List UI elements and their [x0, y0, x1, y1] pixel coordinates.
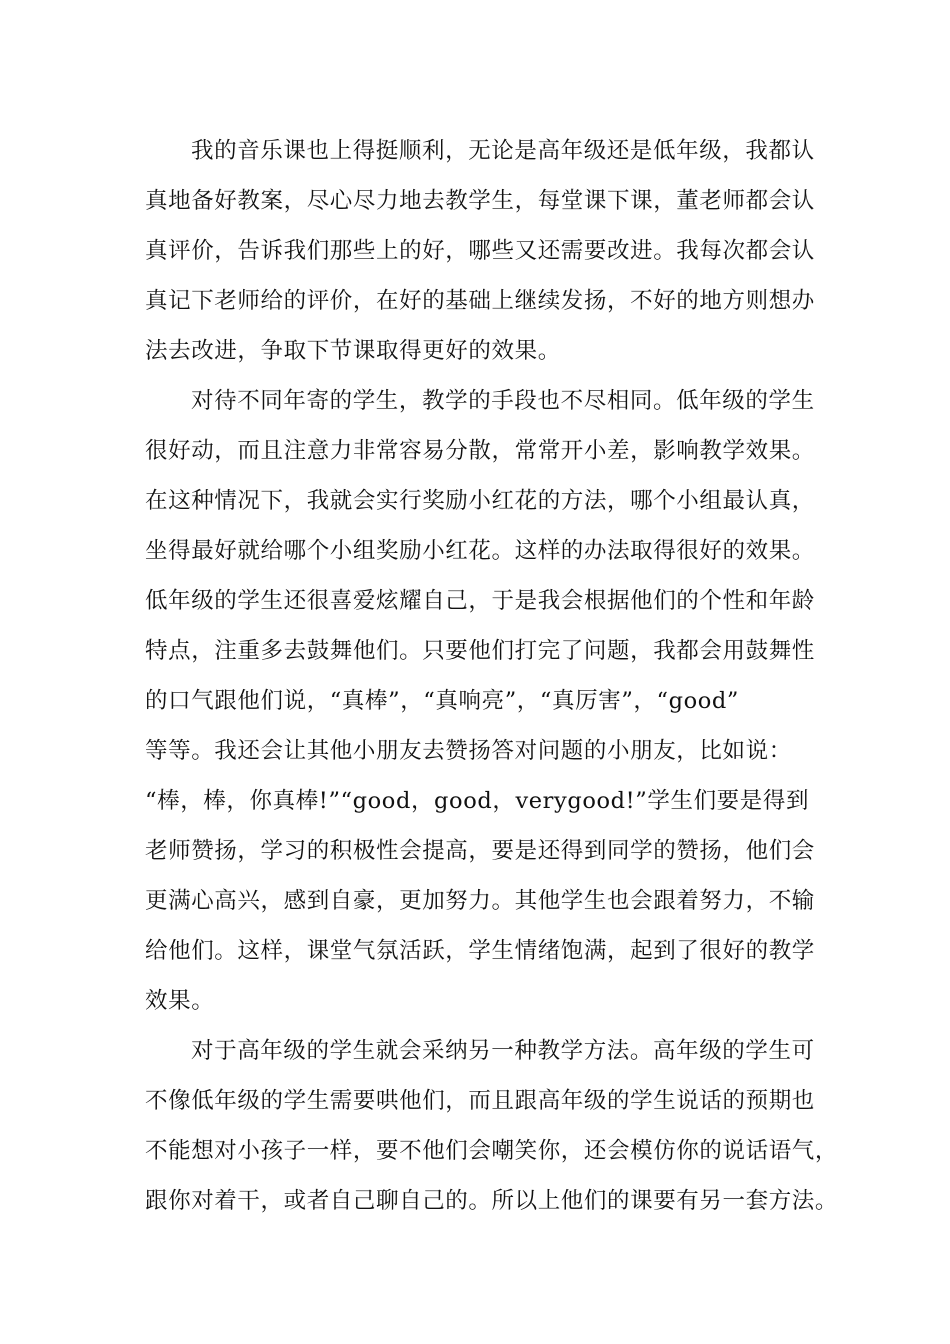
- text-line: 对待不同年寄的学生，教学的手段也不尽相同。低年级的学生: [191, 388, 815, 414]
- text-line: 低年级的学生还很喜爱炫耀自己，于是我会根据他们的个性和年龄: [145, 588, 815, 614]
- text-line: 很好动，而且注意力非常容易分散，常常开小差，影响教学效果。: [145, 438, 815, 464]
- text-line: 特点，注重多去鼓舞他们。只要他们打完了问题，我都会用鼓舞性: [145, 638, 815, 664]
- text-line: 真评价，告诉我们那些上的好，哪些又还需要改进。我每次都会认: [145, 238, 815, 264]
- text-line: 不像低年级的学生需要哄他们，而且跟高年级的学生说话的预期也: [145, 1088, 815, 1114]
- text-line: 等等。我还会让其他小朋友去赞扬答对问题的小朋友，比如说：: [145, 738, 792, 764]
- text-line: 在这种情况下，我就会实行奖励小红花的方法，哪个小组最认真，: [145, 488, 815, 514]
- text-line: 给他们。这样，课堂气氛活跃，学生情绪饱满，起到了很好的教学: [145, 938, 815, 964]
- text-line: 的口气跟他们说，“真棒”，“真响亮”，“真厉害”，“good”: [145, 688, 740, 714]
- paragraph-3: [145, 1026, 839, 1226]
- text-line: 不能想对小孩子一样，要不他们会嘲笑你，还会模仿你的说话语气，: [145, 1138, 839, 1164]
- text-line: 法去改进，争取下节课取得更好的效果。: [145, 338, 561, 364]
- text-line: 老师赞扬，学习的积极性会提高，要是还得到同学的赞扬，他们会: [145, 838, 815, 864]
- text-line: 效果。: [145, 988, 215, 1014]
- text-line: 真地备好教案，尽心尽力地去教学生，每堂课下课，董老师都会认: [145, 188, 815, 214]
- text-line: 跟你对着干，或者自己聊自己的。所以上他们的课要有另一套方法。: [145, 1188, 839, 1214]
- document-body: [145, 126, 839, 1226]
- text-line: 对于高年级的学生就会采纳另一种教学方法。高年级的学生可: [191, 1038, 815, 1064]
- text-line: 真记下老师给的评价，在好的基础上继续发扬，不好的地方则想办: [145, 288, 815, 314]
- paragraph-2: [145, 376, 825, 1026]
- text-line: “棒，棒，你真棒!”“good，good，verygood!”学生们要是得到: [145, 788, 810, 814]
- text-line: 更满心高兴，感到自豪，更加努力。其他学生也会跟着努力，不输: [145, 888, 815, 914]
- text-line: 坐得最好就给哪个小组奖励小红花。这样的办法取得很好的效果。: [145, 538, 815, 564]
- paragraph-1: [145, 126, 825, 376]
- text-line: 我的音乐课也上得挺顺利，无论是高年级还是低年级，我都认: [191, 138, 815, 164]
